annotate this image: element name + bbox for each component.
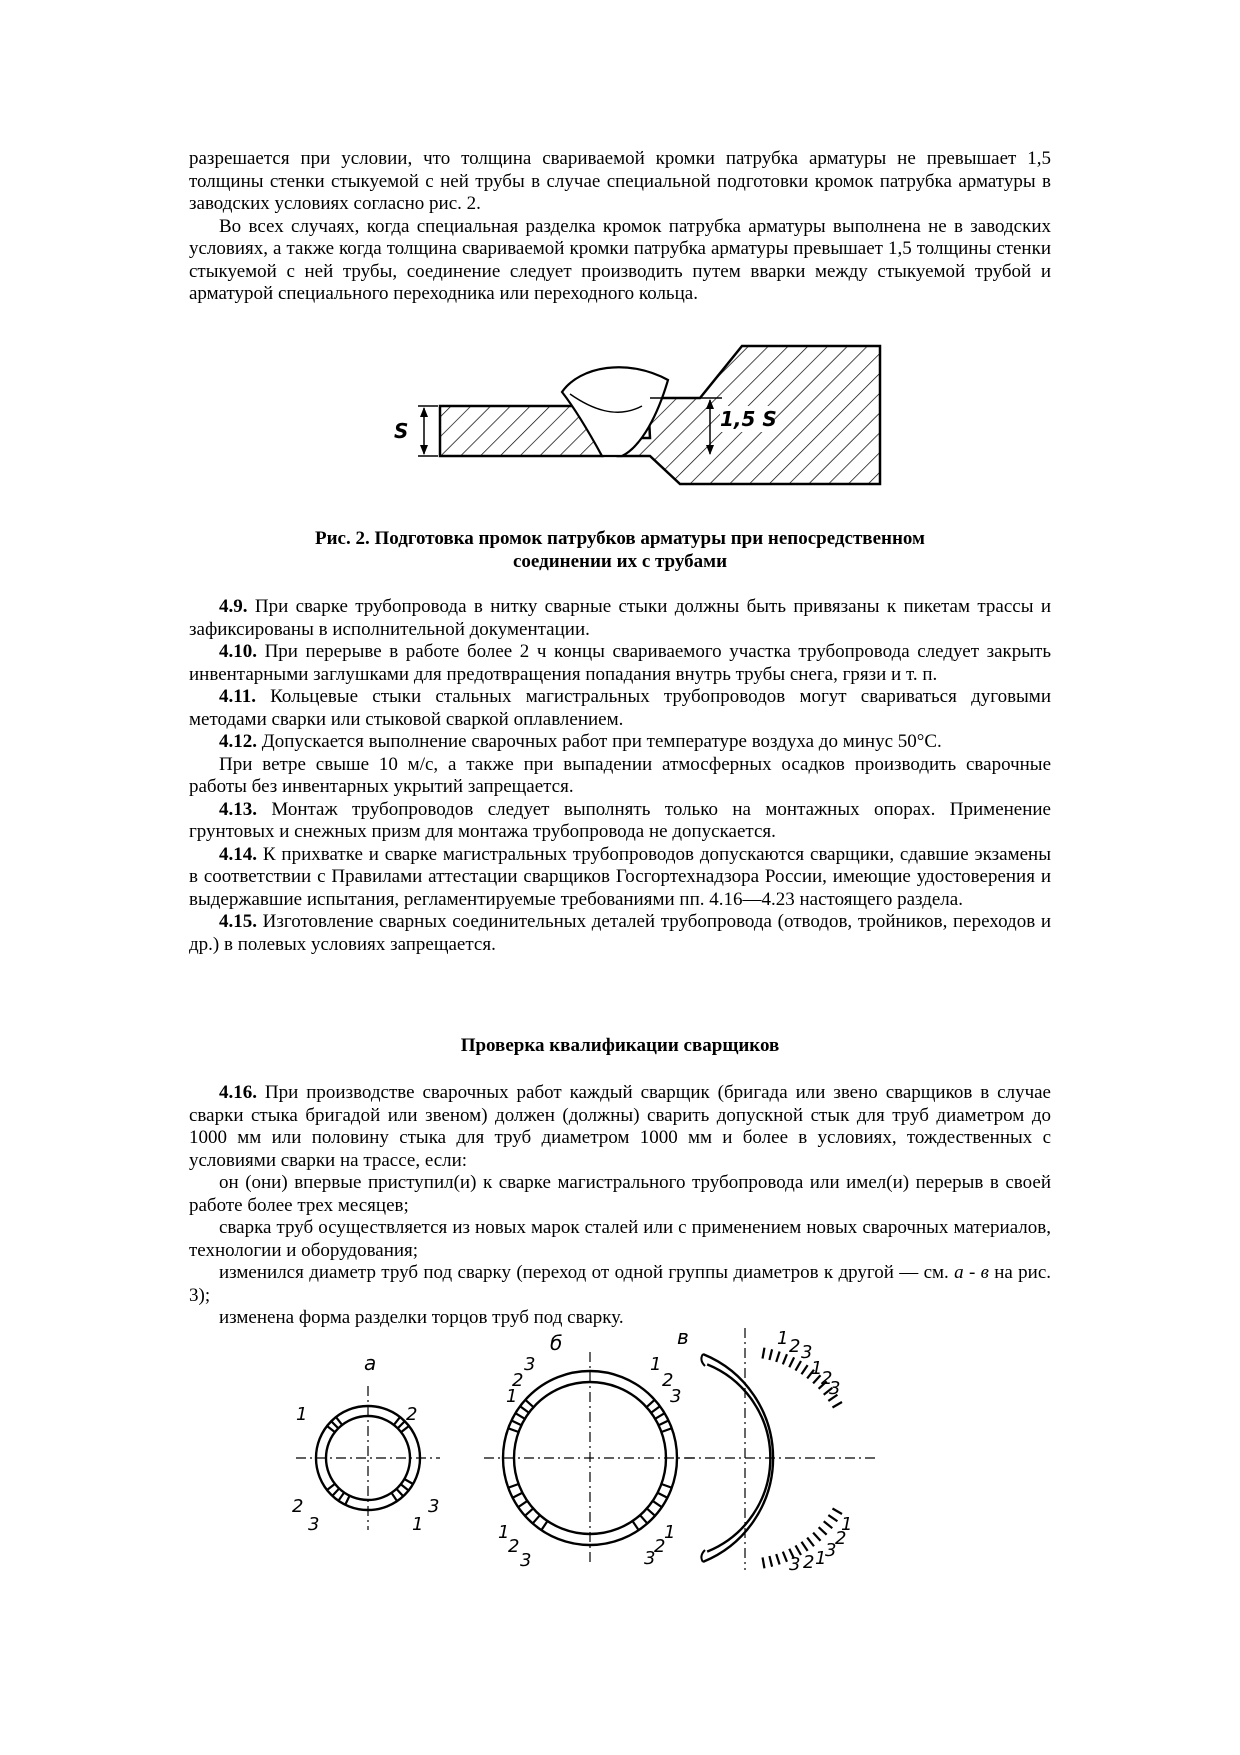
weld-order-number: 3 [829, 1378, 841, 1399]
weld-segment-mark [646, 1400, 654, 1407]
wind-paragraph: При ветре свыше 10 м/с, а также при выпадении атмосферных осадков производить сварочные работы без инвентарных укрытий запрещается. [189, 753, 1051, 797]
weld-order-number: 2 [821, 1368, 833, 1389]
thickness-label-s: S [394, 419, 409, 443]
clauses-block [189, 596, 1051, 956]
figure-2-caption [189, 528, 1051, 573]
weld-segment-mark [327, 1484, 335, 1490]
weld-order-number: 1 [664, 1522, 676, 1543]
clause-text: При производстве сварочных работ каждый сварщик (бригада или звено сварщиков в случае сварки стыка бригадой или звеном) должен (должны) сварить допускной стык для труб диаметром до 1000 мм или половину стыка для труб диаметром 1000 мм и более в условиях, тождественных с условиями сварки на трассе, если: [189, 1082, 1051, 1171]
weld-segment-mark [533, 1515, 540, 1523]
weld-segment-mark [651, 1406, 660, 1413]
figure-2-caption-line-2: соединении их с трубами [512, 550, 728, 572]
clause-text: К прихватке и сварке магистральных трубопроводов допускаются сварщики, сдавшие экзамены в соответствии с Правилами аттестации сварщиков Госгортехнадзора России, имеющие удостоверения и выдержавшие испытания, регламентируемые требованиями пп. 4.16—4.23 настоящего раздела. [189, 843, 1051, 910]
clause-4-12 [189, 731, 1051, 754]
weld-segment-mark [345, 1496, 349, 1505]
condition-item-4: изменена форма разделки торцов труб под сварку. [219, 1307, 624, 1328]
weld-segment-mark [661, 1428, 671, 1432]
weld-segment-mark [336, 1417, 342, 1425]
weld-segment-mark [520, 1406, 529, 1413]
weld-segment-mark [659, 1421, 669, 1426]
intro-paragraph-2: Во всех случаях, когда специальная разделка кромок патрубка арматуры выполнена не в заводских условиях, а также когда толщина свариваемой кромки патрубка арматуры превышает 1,5 толщины стенки стыкуемой с ней трубы, соединение следует производить путем вварки между стыкуемой трубой и арматурой специального переходника или переходного кольца. [189, 215, 1051, 304]
weld-segment-mark [518, 1501, 527, 1507]
clause-number: 4.10. [219, 641, 257, 662]
weld-segment-mark [813, 1533, 820, 1541]
weld-segment-mark [394, 1417, 400, 1425]
clause-number: 4.12. [219, 731, 257, 752]
clause-4-10 [189, 641, 1051, 686]
weld-order-number: 3 [801, 1342, 813, 1363]
weld-order-number: 3 [308, 1514, 320, 1535]
weld-segment-mark [653, 1501, 662, 1507]
weld-segment-mark [640, 1515, 647, 1523]
weld-order-number: 2 [508, 1536, 520, 1557]
weld-segment-mark [525, 1508, 533, 1515]
weld-order-number: 3 [825, 1540, 837, 1561]
weld-order-number: 3 [524, 1354, 536, 1375]
condition-item-3 [189, 1262, 1051, 1307]
weld-order-number: 1 [815, 1548, 827, 1569]
weld-segment-mark [769, 1556, 772, 1567]
clause-number: 4.16. [219, 1082, 257, 1103]
weld-order-number: 2 [803, 1552, 815, 1573]
weld-order-number: 1 [412, 1514, 424, 1535]
weld-segment-mark [801, 1365, 807, 1374]
weld-segment-mark [401, 1426, 409, 1432]
section-heading: Проверка квалификации сварщиков [460, 1035, 780, 1056]
weld-order-number: 1 [841, 1514, 853, 1535]
clause-number: 4.11. [219, 686, 256, 707]
weld-order-number: 2 [406, 1404, 418, 1425]
weld-segment-mark [776, 1554, 779, 1564]
weld-order-number: 2 [835, 1528, 847, 1549]
weld-segment-mark [511, 1421, 521, 1426]
condition-item-1: он (они) впервые приступил(и) к сварке магистрального трубопровода или имел(и) перерыв в своей работе более трех месяцев; [189, 1172, 1051, 1216]
weld-segment-mark [801, 1542, 807, 1551]
weld-order-number: 1 [777, 1328, 789, 1349]
weld-segment-mark [776, 1351, 779, 1361]
clause-text: При перерыве в работе более 2 ч концы свариваемого участка трубопровода следует закрыть инвентарными заглушками для предотвращения попадания внутрь трубы снега, грязи и т. п. [189, 641, 1051, 685]
weld-segment-mark [655, 1413, 664, 1419]
weld-segment-mark [391, 1493, 397, 1501]
figure-2-drawing [380, 338, 890, 498]
weld-order-number: 3 [644, 1548, 656, 1569]
weld-order-number: 1 [650, 1354, 662, 1375]
weld-segment-mark [658, 1493, 668, 1498]
diagram-label-a: а [364, 1351, 377, 1375]
weld-segment-mark [404, 1479, 413, 1484]
weld-segment-mark [525, 1400, 533, 1407]
clause-text: Кольцевые стыки стальных магистральных трубопроводов могут свариваться дуговыми методами сварки или стыковой сваркой оплавлением. [189, 686, 1051, 730]
weld-order-number: 2 [654, 1536, 666, 1557]
weld-segment-mark [763, 1557, 765, 1568]
intro-block [189, 148, 1051, 306]
clause-text: Монтаж трубопроводов следует выполнять только на монтажных опорах. Применение грунтовых и снежных призм для монтажа трубопровода не допускается. [189, 798, 1051, 842]
clause-number: 4.15. [219, 911, 257, 932]
weld-segment-mark [789, 1357, 794, 1367]
weld-segment-mark [783, 1354, 787, 1364]
clause-4-16-block [189, 1082, 1051, 1330]
weld-order-number: 1 [811, 1358, 823, 1379]
weld-order-number: 3 [520, 1550, 532, 1571]
weld-segment-mark [783, 1552, 787, 1562]
weld-segment-mark [541, 1521, 547, 1530]
weld-segment-mark [401, 1484, 409, 1490]
intro-paragraph-1: разрешается при условии, что толщина свариваемой кромки патрубка арматуры не превышает 1,5 толщины стенки стыкуемой с ней трубы в случае специальной подготовки кромок патрубка арматуры в заводских условиях согласно рис. 2. [189, 148, 1051, 214]
thickness-label-1-5s: 1,5 S [720, 407, 777, 431]
condition-item-2: сварка труб осуществляется из новых марок сталей или с применением новых сварочных материалов, технологии и оборудования; [189, 1217, 1051, 1261]
weld-order-number: 2 [292, 1496, 304, 1517]
condition-text: изменился диаметр труб под сварку (переход от одной группы диаметров к другой — см. [219, 1262, 955, 1283]
weld-segment-mark [647, 1508, 655, 1515]
section-heading-block [189, 1035, 1051, 1058]
weld-segment-mark [332, 1489, 339, 1496]
diagram-label-b: б [550, 1331, 563, 1355]
figure-2-caption-line-1: Рис. 2. Подготовка промок патрубков арматуры при непосредственном [315, 528, 925, 549]
clause-4-15 [189, 911, 1051, 956]
weld-order-number: 2 [789, 1336, 801, 1357]
clause-text: Допускается выполнение сварочных работ при температуре воздуха до минус 50°С. [257, 731, 942, 752]
weld-order-number: 3 [789, 1554, 801, 1575]
weld-segment-mark [327, 1426, 335, 1432]
clause-text: При сварке трубопровода в нитку сварные стыки должны быть привязаны к пикетам трассы и зафиксированы в исполнительной документации. [189, 596, 1051, 640]
weld-segment-mark [832, 1402, 842, 1408]
weld-segment-mark [508, 1428, 518, 1432]
weld-segment-mark [763, 1348, 765, 1359]
weld-segment-mark [513, 1493, 523, 1498]
weld-order-number: 1 [506, 1386, 518, 1407]
clause-number: 4.13. [219, 798, 257, 820]
figure-3-drawing [292, 1325, 970, 1575]
weld-order-number: 3 [670, 1386, 682, 1407]
clause-4-14 [189, 844, 1051, 912]
weld-order-number: 2 [512, 1370, 524, 1391]
weld-segment-mark [769, 1349, 772, 1360]
weld-segment-mark [338, 1493, 344, 1501]
clause-4-16 [189, 1082, 1051, 1172]
weld-order-number: 1 [296, 1404, 308, 1425]
weld-segment-mark [396, 1489, 403, 1496]
weld-segment-mark [398, 1421, 405, 1428]
weld-segment-mark [515, 1413, 524, 1419]
weld-segment-mark [632, 1521, 638, 1530]
weld-order-number: 1 [498, 1522, 510, 1543]
weld-segment-mark [807, 1538, 814, 1547]
weld-segment-mark [508, 1484, 518, 1488]
weld-order-number: 2 [662, 1370, 674, 1391]
clause-number: 4.14. [219, 843, 257, 865]
weld-segment-mark [331, 1421, 338, 1428]
weld-segment-mark [828, 1515, 837, 1521]
clause-text: Изготовление сварных соединительных деталей трубопровода (отводов, тройников, переходов и др.) в полевых условиях запрещается. [189, 911, 1051, 955]
condition-text: на рис. 3); [189, 1262, 1052, 1306]
weld-segment-mark [661, 1484, 671, 1488]
figure-reference: а - в [954, 1262, 989, 1283]
clause-4-9 [189, 596, 1051, 641]
clause-4-11 [189, 686, 1051, 731]
weld-segment-mark [819, 1527, 827, 1535]
clause-4-13 [189, 799, 1051, 844]
weld-order-number: 3 [428, 1496, 440, 1517]
weld-segment-mark [824, 1521, 833, 1528]
diagram-label-v: в [677, 1325, 689, 1349]
clause-number: 4.9. [219, 596, 248, 617]
